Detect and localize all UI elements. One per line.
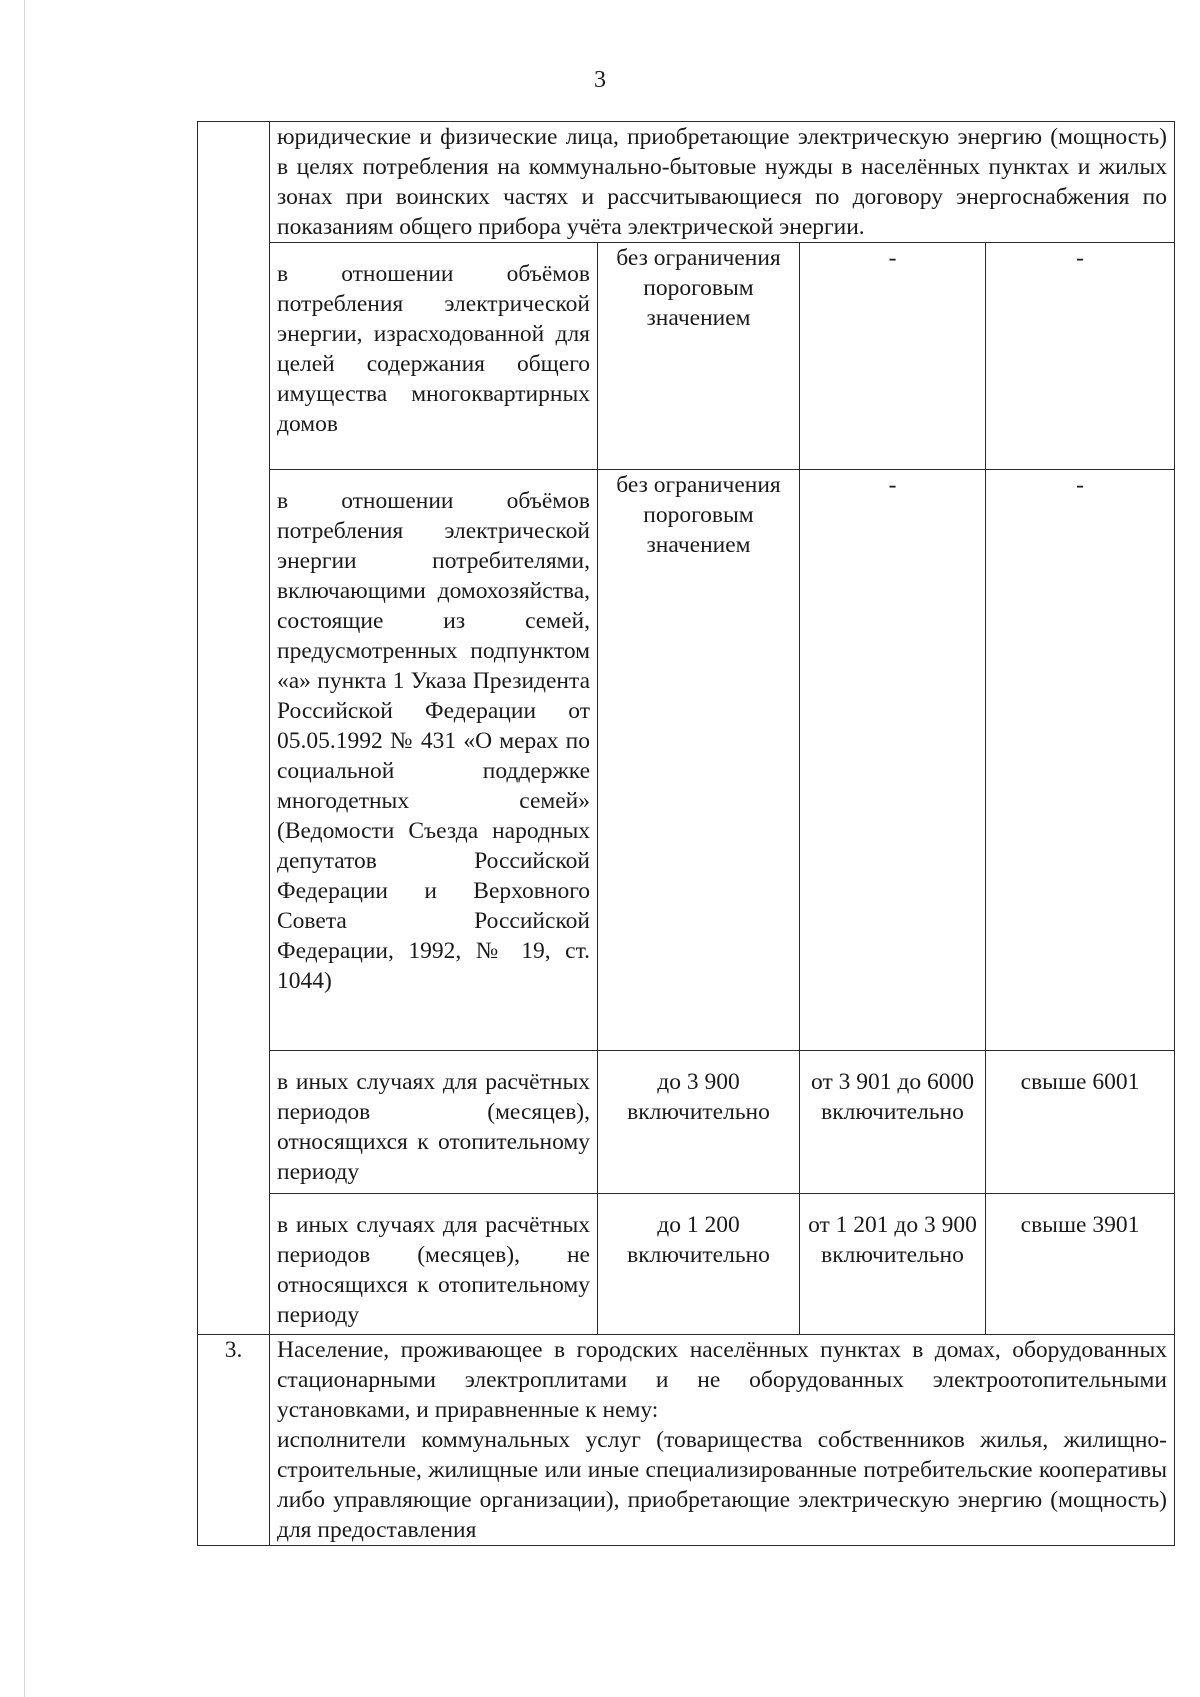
row-label: в иных случаях для расчётных периодов (месяцев), относящихся к отопительному периоду bbox=[270, 1051, 598, 1194]
row-number-cell bbox=[198, 122, 270, 1335]
range-3-cell: - bbox=[986, 243, 1175, 470]
range-1-cell: без ограничения пороговым значением bbox=[598, 470, 800, 1051]
table-row bbox=[198, 1051, 1175, 1194]
range-2-cell: - bbox=[800, 243, 986, 470]
range-3-cell: свыше 3901 bbox=[986, 1194, 1175, 1335]
page-number: 3 bbox=[594, 67, 606, 93]
range-2-cell: - bbox=[800, 470, 986, 1051]
row-label: в отношении объёмов потребления электрической энергии, израсходованной для целей содержания общего имущества многоквартирных домов bbox=[270, 243, 598, 470]
section-3-text bbox=[270, 1335, 1175, 1546]
range-2-cell: от 3 901 до 6000 включительно bbox=[800, 1051, 986, 1194]
tariff-table bbox=[197, 121, 1175, 1546]
range-3-cell: свыше 6001 bbox=[986, 1051, 1175, 1194]
table-row bbox=[198, 1194, 1175, 1335]
range-2-cell: от 1 201 до 3 900 включительно bbox=[800, 1194, 986, 1335]
category-description: юридические и физические лица, приобретающие электрическую энергию (мощность) в целях потребления на коммунально-бытовые нужды в населённых пунктах и жилых зонах при воинских частях и рассчитывающиеся по договору энергоснабжения по показаниям общего прибора учёта электрической энергии. bbox=[270, 122, 1175, 243]
range-1-cell: до 3 900 включительно bbox=[598, 1051, 800, 1194]
range-1-cell: до 1 200 включительно bbox=[598, 1194, 800, 1335]
section-3-paragraph: исполнители коммунальных услуг (товарищества собственников жилья, жилищно-строительные, жилищные или иные специализированные потребительские кооперативы либо управляющие организации), приобретающие электрическую энергию (мощность) для предоставления bbox=[277, 1427, 1167, 1543]
section-3-paragraph: Население, проживающее в городских населённых пунктах в домах, оборудованных стационарными электроплитами и не оборудованных электроотопительными установками, и приравненные к нему: bbox=[277, 1337, 1167, 1423]
range-1-cell: без ограничения пороговым значением bbox=[598, 243, 800, 470]
scan-margin-line bbox=[24, 0, 25, 1697]
table-row bbox=[198, 1335, 1175, 1546]
table-row bbox=[198, 470, 1175, 1051]
section-number: 3. bbox=[198, 1335, 270, 1546]
row-label: в иных случаях для расчётных периодов (месяцев), не относящихся к отопительному периоду bbox=[270, 1194, 598, 1335]
table-row bbox=[198, 122, 1175, 243]
row-label: в отношении объёмов потребления электрической энергии потребителями, включающими домохозяйства, состоящие из семей, предусмотренных подпунктом «а» пункта 1 Указа Президента Российской Федерации от 05.05.1992 № 431 «О мерах по социальной поддержке многодетных семей» (Ведомости Съезда народных депутатов Российской Федерации и Верховного Совета Российской Федерации, 1992, № 19, ст. 1044) bbox=[270, 470, 598, 1051]
range-3-cell: - bbox=[986, 470, 1175, 1051]
table-row bbox=[198, 243, 1175, 470]
